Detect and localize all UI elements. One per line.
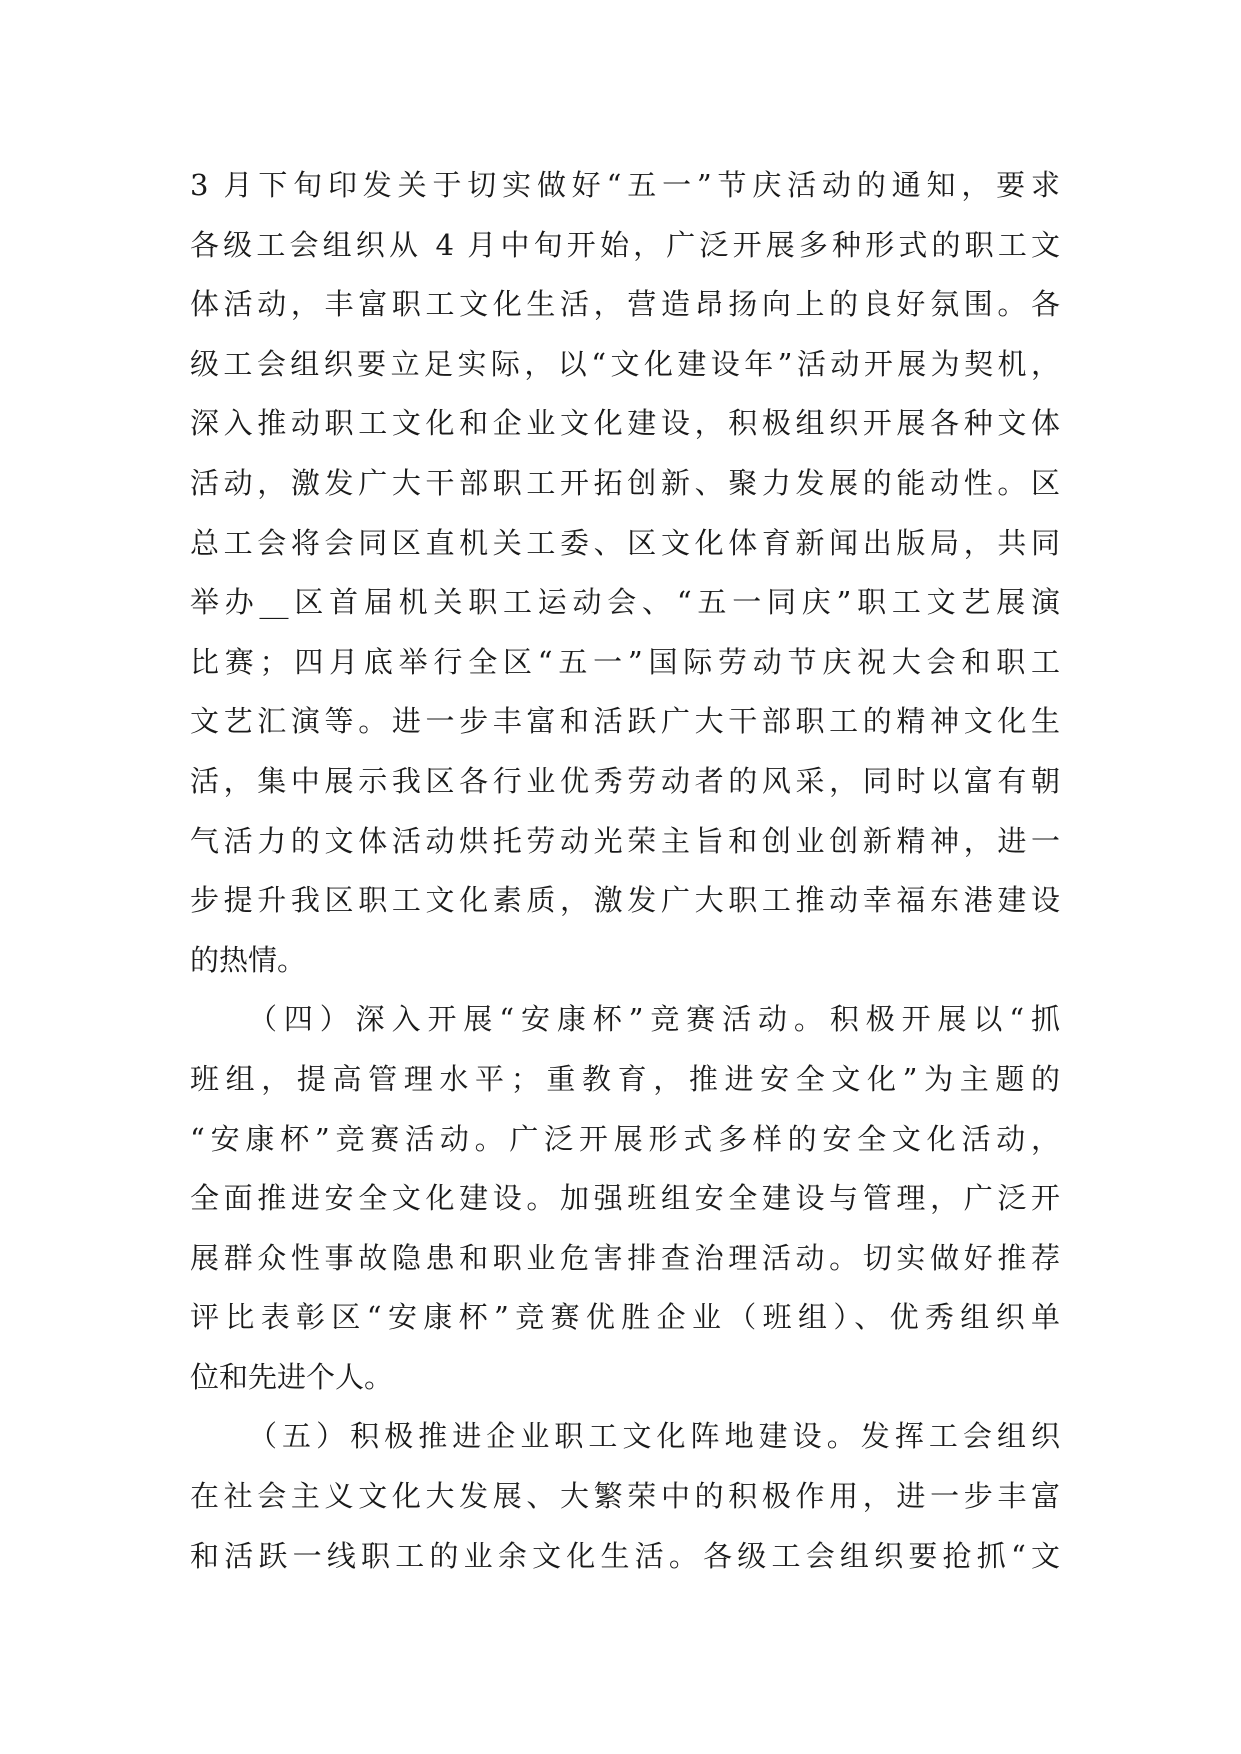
text-line: “安康杯”竞赛活动。广泛开展形式多样的安全文化活动， [190,1121,1060,1156]
text-line: 级工会组织要立足实际，以“文化建设年”活动开展为契机， [190,346,1060,381]
text-line: （四）深入开展“安康杯”竞赛活动。积极开展以“抓 [248,1002,1060,1037]
text-line: （五）积极推进企业职工文化阵地建设。发挥工会组织 [248,1419,1060,1454]
text-line: 3 月下旬印发关于切实做好“五一”节庆活动的通知，要求 [190,168,1060,202]
text-line: 班组，提高管理水平；重教育，推进安全文化”为主题的 [190,1061,1060,1096]
text-line: 气活力的文体活动烘托劳动光荣主旨和创业创新精神，进一 [190,823,1060,858]
text-line: 和活跃一线职工的业余文化生活。各级工会组织要抢抓“文 [190,1538,1060,1573]
text-line: 各级工会组织从 4 月中旬开始，广泛开展多种形式的职工文 [190,227,1060,262]
text-line: 在社会主义文化大发展、大繁荣中的积极作用，进一步丰富 [190,1479,1060,1514]
text-line: 活动，激发广大干部职工开拓创新、聚力发展的能动性。区 [190,465,1060,500]
text-line: 全面推进安全文化建设。加强班组安全建设与管理，广泛开 [190,1181,1060,1216]
document-body [190,156,1060,1586]
text-line: 深入推动职工文化和企业文化建设，积极组织开展各种文体 [190,406,1060,441]
text-line: 体活动，丰富职工文化生活，营造昂扬向上的良好氛围。各 [190,287,1060,322]
text-line: 步提升我区职工文化素质，激发广大职工推动幸福东港建设 [190,883,1060,918]
text-line: 文艺汇演等。进一步丰富和活跃广大干部职工的精神文化生 [190,704,1060,739]
text-line: 比赛；四月底举行全区“五一”国际劳动节庆祝大会和职工 [190,644,1060,679]
text-line: 评比表彰区“安康杯”竞赛优胜企业（班组）、优秀组织单 [190,1300,1060,1335]
text-line: 的热情。 [190,942,307,977]
text-line: 展群众性事故隐患和职业危害排查治理活动。切实做好推荐 [190,1240,1060,1275]
text-line: 举办__区首届机关职工运动会、“五一同庆”职工文艺展演 [190,585,1060,620]
text-line: 活，集中展示我区各行业优秀劳动者的风采，同时以富有朝 [190,763,1060,798]
text-line: 总工会将会同区直机关工委、区文化体育新闻出版局，共同 [190,525,1060,560]
text-line: 位和先进个人。 [190,1359,394,1394]
